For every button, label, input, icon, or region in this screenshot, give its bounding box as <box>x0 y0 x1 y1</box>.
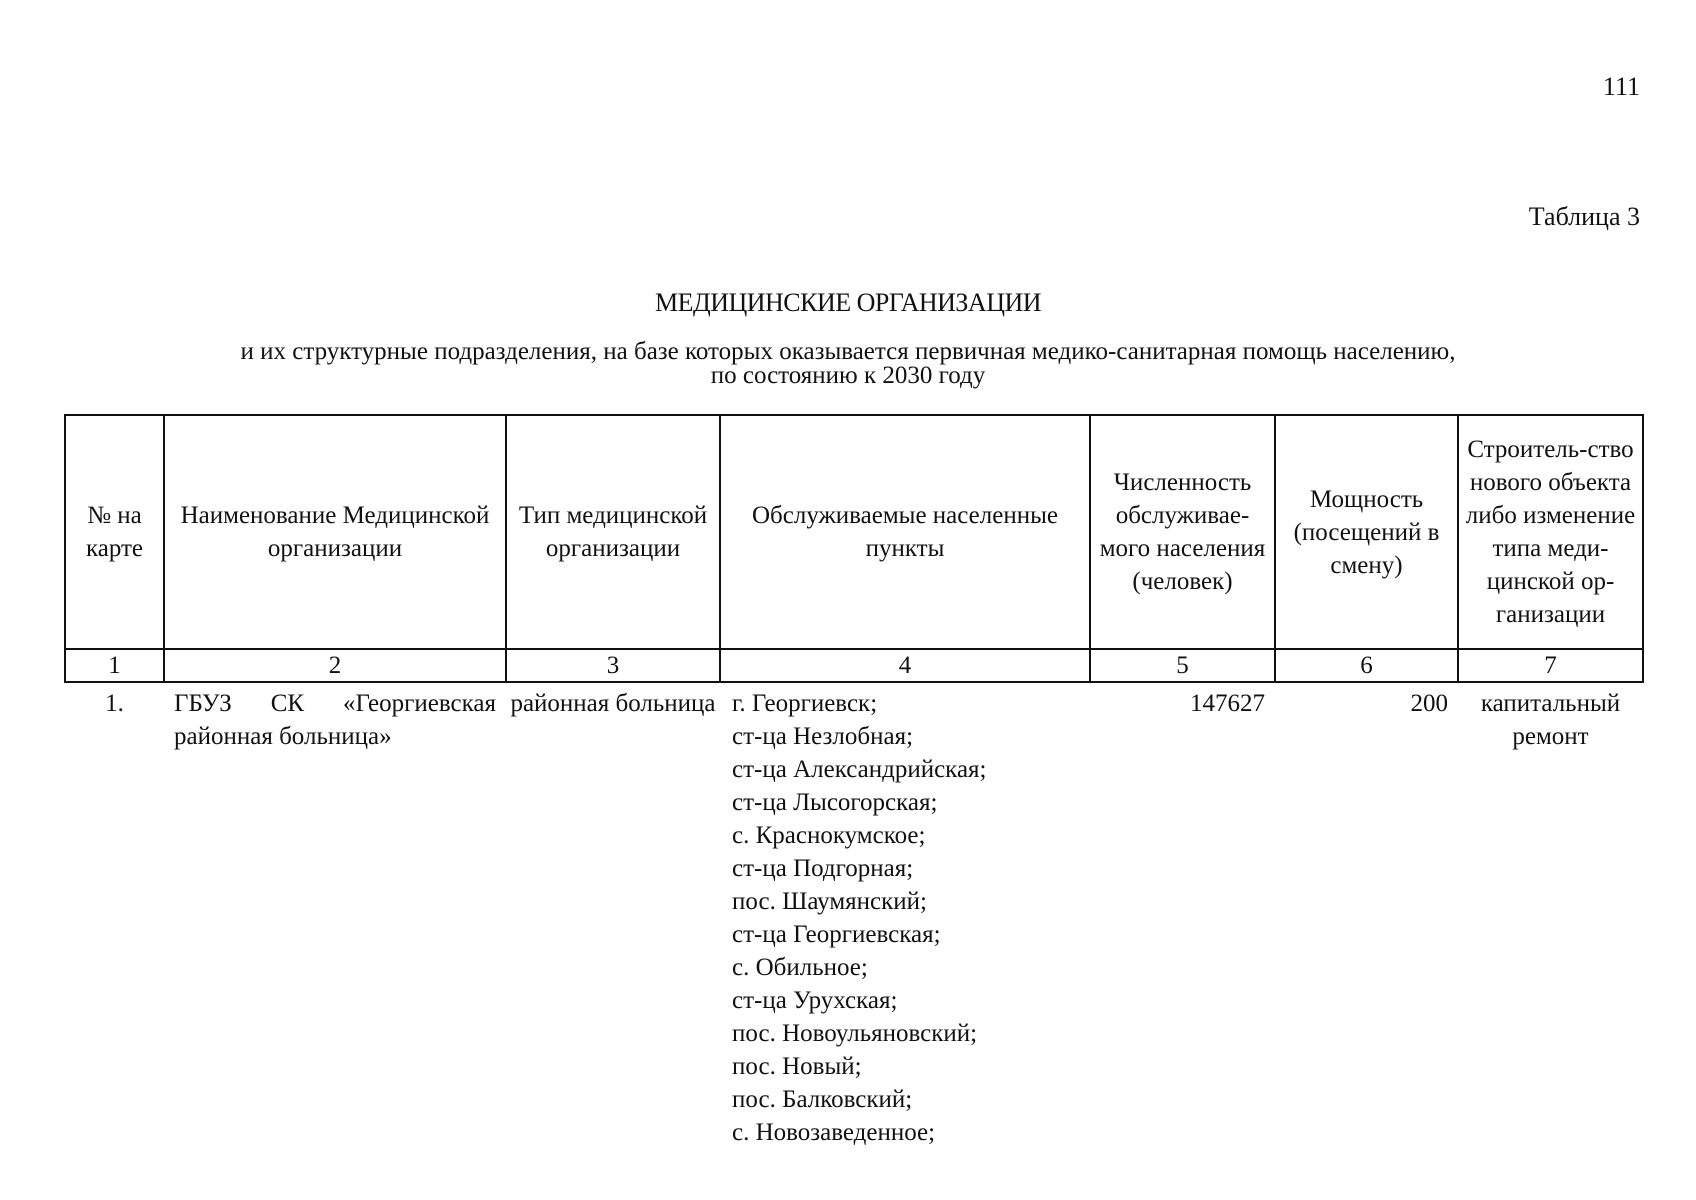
settlement-item: пос. Шаумянский; <box>732 888 927 915</box>
header-organization-name: Наименование Медицинской организации <box>164 415 506 649</box>
column-number: 5 <box>1090 649 1275 682</box>
header-construction: Строитель-ство нового объекта либо изменение типа меди-цинской ор-ганизации <box>1458 415 1643 649</box>
settlement-item: с. Краснокумское; <box>732 822 926 849</box>
document-title: МЕДИЦИНСКИЕ ОРГАНИЗАЦИИ <box>654 288 1042 317</box>
settlement-item: с. Обильное; <box>732 954 868 981</box>
header-capacity: Мощность (посещений в смену) <box>1275 415 1458 649</box>
settlement-item: ст-ца Урухская; <box>732 987 898 1014</box>
table-label: Таблица 3 <box>1528 202 1640 231</box>
settlement-item: пос. Новый; <box>732 1053 862 1080</box>
settlement-item: с. Новозаведенное; <box>732 1119 936 1146</box>
table-header-row <box>65 415 1643 649</box>
settlement-item: ст-ца Лысогорская; <box>732 789 938 816</box>
row-capacity: 200 <box>1410 690 1448 717</box>
row-organization-name: ГБУЗ СК «Георгиевская районная больница» <box>174 690 496 750</box>
header-organization-type: Тип медицинской организации <box>506 415 720 649</box>
subtitle-line-1: и их структурные подразделения, на базе которых оказывается первичная медико-санитарная помощь населению, <box>240 338 1456 365</box>
settlement-item: ст-ца Незлобная; <box>732 723 914 750</box>
header-settlements: Обслуживаемые населенные пункты <box>720 415 1090 649</box>
subtitle-line-2: по состоянию к 2030 году <box>710 362 986 389</box>
settlement-item: пос. Балковский; <box>732 1086 913 1113</box>
document-subtitle <box>0 340 1696 388</box>
column-number: 4 <box>720 649 1090 682</box>
header-population: Численность обслуживае-мого населения (человек) <box>1090 415 1275 649</box>
row-organization-type: районная больница <box>510 690 716 717</box>
settlement-item: ст-ца Подгорная; <box>732 855 914 882</box>
column-number-row <box>65 649 1643 682</box>
column-number: 7 <box>1458 649 1643 682</box>
column-number: 6 <box>1275 649 1458 682</box>
header-map-number: № на карте <box>65 415 164 649</box>
row-map-number: 1. <box>105 690 124 717</box>
settlement-item: ст-ца Георгиевская; <box>732 921 941 948</box>
settlement-item: ст-ца Александрийская; <box>732 756 987 783</box>
medical-organizations-table <box>64 414 1644 1149</box>
column-number: 2 <box>164 649 506 682</box>
row-construction: капитальный ремонт <box>1480 690 1621 750</box>
row-settlements <box>720 682 1090 1149</box>
column-number: 3 <box>506 649 720 682</box>
row-population: 147627 <box>1190 690 1265 717</box>
settlement-item: пос. Новоульяновский; <box>732 1020 978 1047</box>
table-row <box>65 682 1643 1149</box>
settlement-item: г. Георгиевск; <box>732 690 878 717</box>
page-number: 111 <box>1602 72 1640 101</box>
column-number: 1 <box>65 649 164 682</box>
